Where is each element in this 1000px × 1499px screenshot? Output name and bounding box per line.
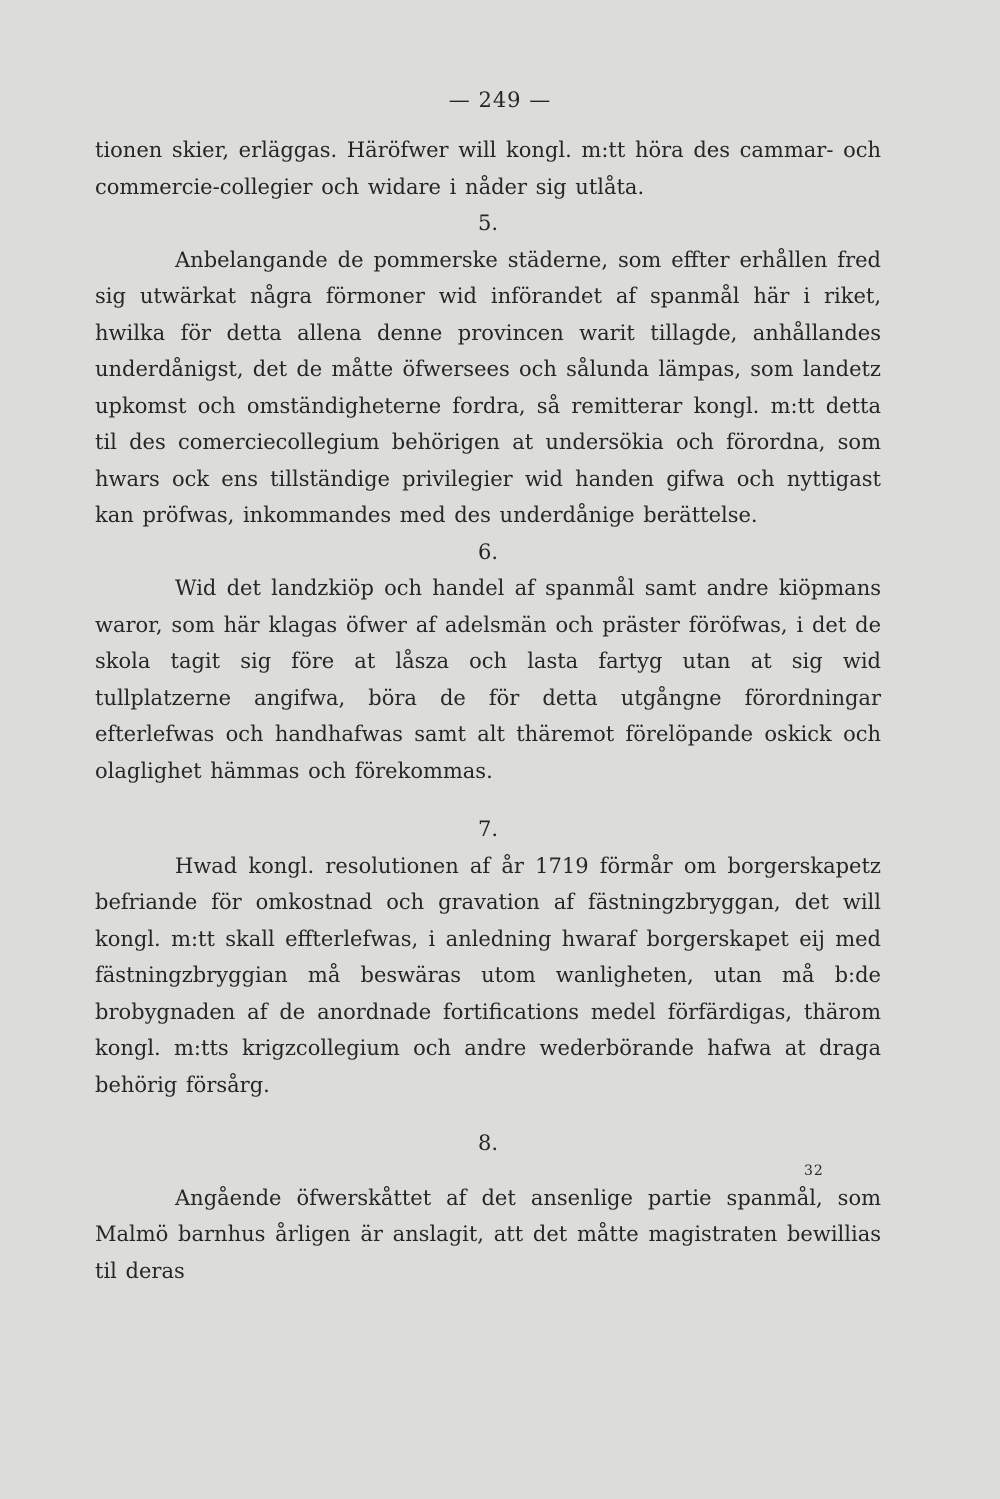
section-text-5: Anbelangande de pommerske städerne, som effter erhållen fred sig utwärkat några förmoner wid införandet af spanmål här i riket, hwilka för detta allena denne provincen warit tillagde, anhållandes underdånigst, det de måtte öfwersees och sålunda lämpas, som landetz upkomst och omständigheterne fordra, så remitterar kongl. m:tt detta til des comerciecollegium behörigen at undersökia och förordna, som hwars ock ens tillständige privilegier wid handen gifwa och nyttigast kan pröfwas, inkommandes med des underdånige berättelse.: [95, 247, 881, 527]
section-number-5: 5.: [477, 211, 499, 235]
section-number-8: 8.: [477, 1131, 499, 1155]
section-number-6: 6.: [477, 539, 499, 564]
section-text-6: Wid det landzkiöp och handel af spanmål samt andre kiöpmans waror, som här klagas öfwer af adelsmän och präster föröfwas, i det de skola tagit sig före at låsza och lasta fartyg utan at sig wid tullplatzerne angifwa, böra de för detta utgångne förordningar efterlefwas och handhafwas samt alt thäremot förelöpande oskick och olaglighet hämmas och förekommas.: [95, 576, 881, 783]
section-text-8: Angående öfwerskåttet af det ansenlige partie spanmål, som Malmö barnhus årligen är anslagit, att det måtte magistraten bewillias til deras: [95, 1185, 881, 1283]
page-number: — 249 —: [448, 88, 552, 112]
printer-signature: 32: [804, 1163, 824, 1179]
paragraph-continuation: tionen skier, erläggas. Häröfwer will kongl. m:tt höra des cammar- och commercie-collegier och widare i nåder sig utlåta.: [95, 138, 881, 199]
section-text-7: Hwad kongl. resolutionen af år 1719 förmår om borgerskapetz befriande för omkostnad och gravation af fästningzbryggan, det will kongl. m:tt skall effterlefwas, i anledning hwaraf borgerskapet eij med fästningzbryggian må beswäras utom wanligheten, utan må b:de brobygnaden af de anordnade fortifications medel förfärdigas, thärom kongl. m:tts krigzcollegium och andre wederbörande hafwa at draga behörig försårg.: [95, 853, 881, 1097]
section-number-7: 7.: [477, 817, 499, 841]
page-body: [95, 132, 881, 1289]
